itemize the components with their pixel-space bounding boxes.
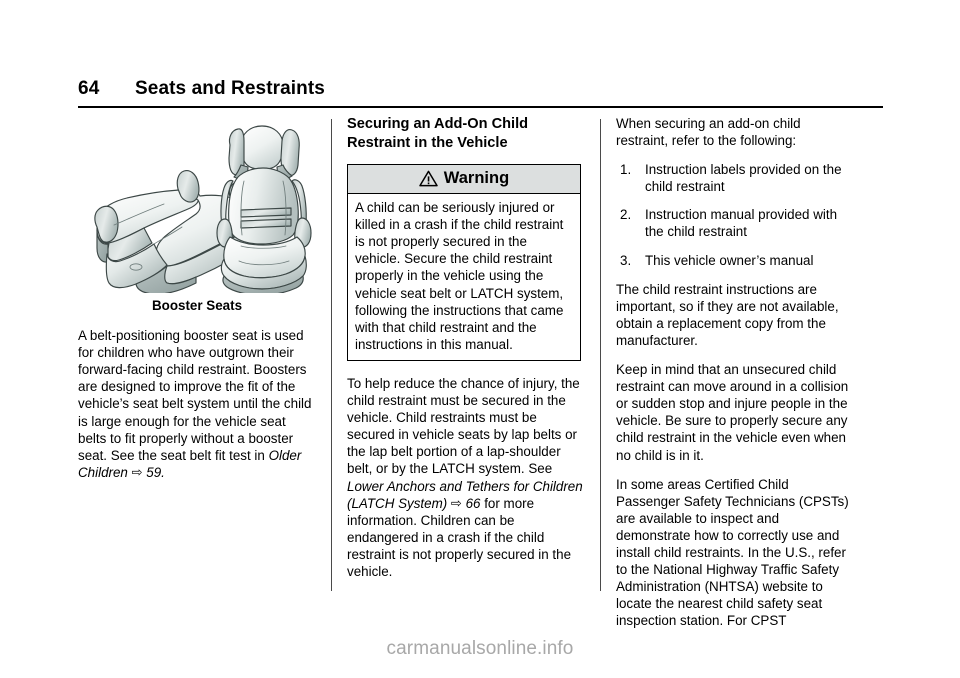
warning-triangle-icon	[419, 170, 438, 187]
booster-seats-illustration	[78, 115, 316, 293]
list-item	[616, 206, 854, 240]
column-divider-right	[600, 119, 601, 591]
middle-column	[347, 115, 585, 580]
right-column-paragraph-2: Keep in mind that an unsecured child restraint can move around in a collision or sudden stop and injure people in the vehicle. Be sure to properly secure any child restraint in the vehicle even when no child is in it.	[616, 362, 849, 463]
numbered-list	[616, 161, 854, 268]
paragraph-text: To help reduce the chance of injury, the child restraint must be secured in the vehicle. Child restraints must be secured in vehicle seats by lap belts or the lap belt portion of a lap-shoulder belt, or by the LATCH system. See	[347, 375, 580, 477]
section-heading: Securing an Add-On Child Restraint in the Vehicle	[347, 116, 529, 151]
paragraph-text: A belt-positioning booster seat is used for children who have outgrown their forward-facing child restraint. Boosters are designed to improve the fit of the vehicle’s seat belt system until the child is large enough for the vehicle seat belts to fit properly without a booster seat. See the seat belt fit test in	[78, 328, 312, 463]
xref-period: .	[161, 464, 165, 480]
right-column-paragraph-3: In some areas Certified Child Passenger Safety Technicians (CPSTs) are available to inspect and demonstrate how to correctly use and install child restraints. In the U.S., refer to the National Highway Traffic Safety Administration (NHTSA) website to locate the nearest child safety seat inspection station. For CPST	[616, 476, 849, 629]
warning-header	[348, 165, 580, 194]
list-item	[616, 161, 854, 195]
xref-arrow-icon: ⇨	[450, 495, 462, 511]
figure-caption: Booster Seats	[151, 298, 243, 313]
list-item	[616, 252, 854, 269]
xref-title: Lower Anchors and Tethers for Children (LATCH System)	[347, 478, 583, 511]
right-column-paragraph-1: The child restraint instructions are important, so if they are not available, obtain a replacement copy from the manufacturer.	[616, 281, 839, 348]
right-column	[616, 115, 854, 629]
warning-box	[347, 164, 581, 361]
middle-column-paragraph	[347, 375, 585, 580]
right-column-intro: When securing an add-on child restraint, refer to the following:	[616, 116, 801, 149]
list-item-number: 1.	[620, 162, 632, 178]
xref-arrow-icon: ⇨	[131, 464, 143, 480]
footer-watermark: carmanualsonline.info	[386, 638, 574, 659]
xref-page: 66	[465, 495, 481, 511]
list-item-label: Instruction manual provided with the child restraint	[645, 207, 838, 240]
list-item-number: 3.	[620, 252, 632, 268]
xref-page: 59	[146, 464, 162, 480]
xref-title: Older Children	[78, 447, 302, 480]
page-header	[78, 78, 883, 108]
warning-body: A child can be seriously injured or killed in a crash if the child restraint is not properly secured in the vehicle. Secure the child restraint properly in the vehicle using the vehicle seat belt or LATCH system, following the instructions that came with that child restraint and the instructions in this manual.	[355, 200, 564, 352]
list-item-label: This vehicle owner’s manual	[645, 252, 814, 268]
left-column	[78, 115, 316, 481]
list-item-label: Instruction labels provided on the child restraint	[645, 162, 842, 195]
header-rule	[78, 106, 883, 108]
left-column-paragraph	[78, 327, 316, 481]
page-title: Seats and Restraints	[135, 78, 325, 99]
paragraph-text-end: for more information. Children can be endangered in a crash if the child restraint is not properly secured in the vehicle.	[347, 495, 572, 579]
page-number: 64	[78, 78, 100, 99]
list-item-number: 2.	[620, 207, 632, 223]
column-divider-left	[331, 119, 332, 591]
warning-label: Warning	[443, 169, 510, 187]
